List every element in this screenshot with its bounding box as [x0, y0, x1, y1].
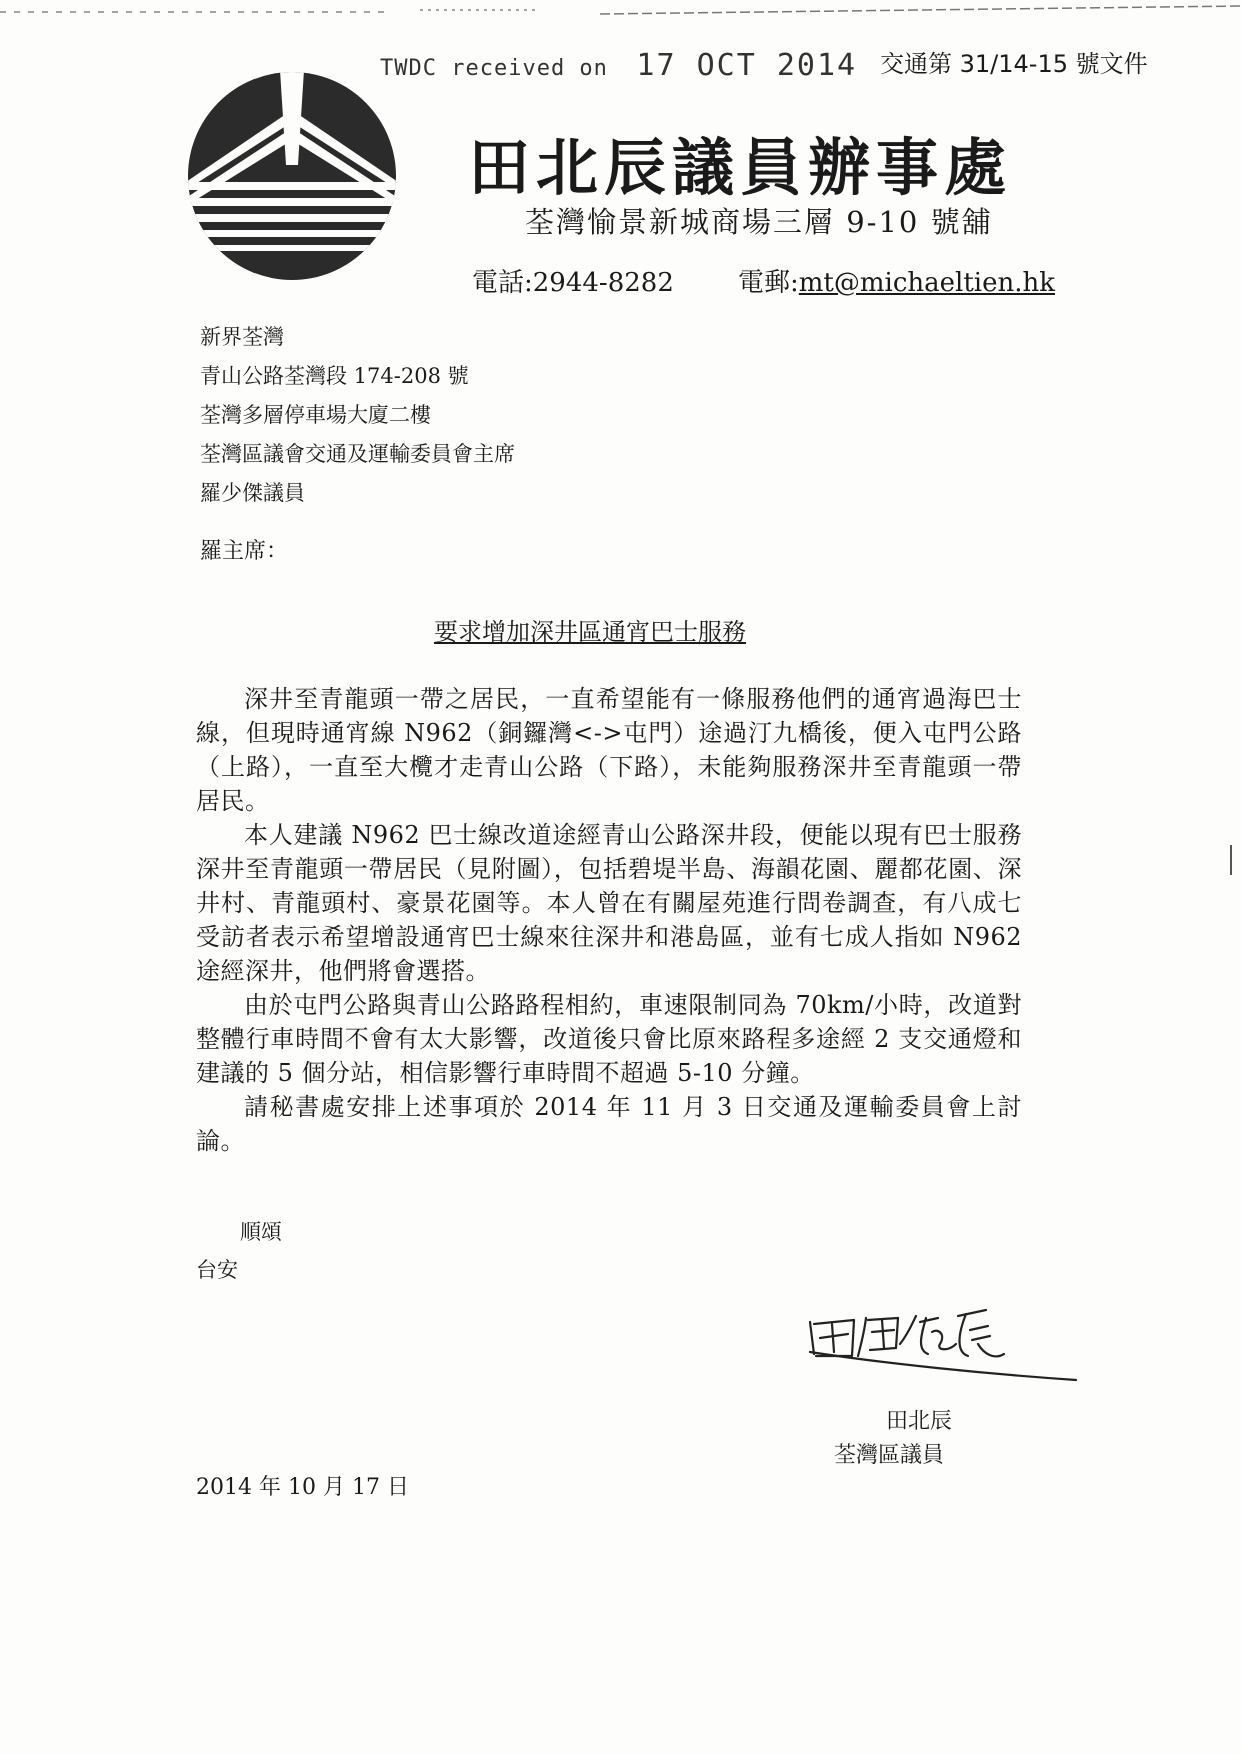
office-phone: 電話:2944-8282	[472, 268, 674, 298]
salutation: 羅主席：	[200, 539, 289, 564]
office-email	[738, 262, 1055, 299]
email-link[interactable]: mt@michaeltien.hk	[798, 268, 1056, 298]
received-stamp	[380, 48, 857, 83]
recipient-line: 荃灣多層停車場大廈二樓	[200, 403, 431, 427]
office-logo-icon	[186, 70, 398, 282]
recipient-block	[200, 318, 515, 513]
handwritten-signature	[808, 1304, 1078, 1384]
body-paragraph: 本人建議 N962 巴士線改道途經青山公路深井段，便能以現有巴士服務深井至青龍頭一帶居民（見附圖），包括碧堤半島、海韻花園、麗都花園、深井村、青龍頭村、豪景花園等。本人曾在有關屋苑進行問卷調查，有八成七受訪者表示希望增設通宵巴士線來往深井和港島區，並有七成人指如 N962 途經深井，他們將會選搭。	[196, 821, 1022, 985]
letter-date: 2014 年 10 月 17 日	[196, 1475, 409, 1500]
letter-subject: 要求增加深井區通宵巴士服務	[434, 618, 746, 646]
body-paragraph: 深井至青龍頭一帶之居民，一直希望能有一條服務他們的通宵過海巴士線，但現時通宵線 N962（銅鑼灣<->屯門）途過汀九橋後，便入屯門公路（上路），一直至大欖才走青山公路（下路），未能夠服務深井至青龍頭一帶居民。	[196, 685, 1022, 815]
signer-name: 田北辰	[886, 1409, 953, 1434]
letter-body	[196, 682, 1022, 1158]
closing-line-1: 順頌	[240, 1220, 282, 1244]
recipient-line: 荃灣區議會交通及運輸委員會主席	[200, 442, 515, 466]
email-label: 電郵:	[738, 268, 799, 298]
closing-line-2: 台安	[196, 1258, 238, 1282]
recipient-line: 羅少傑議員	[200, 481, 305, 505]
office-address: 荃灣愉景新城商場三層 9-10 號舖	[525, 205, 993, 239]
recipient-line: 青山公路荃灣段 174-208 號	[200, 364, 469, 388]
stamp-date: 17 OCT 2014	[636, 48, 858, 83]
scan-margin-mark	[1230, 845, 1232, 875]
body-paragraph: 由於屯門公路與青山公路路程相約，車速限制同為 70km/小時，改道對整體行車時間不會有太大影響，改道後只會比原來路程多途經 2 支交通燈和建議的 5 個分站，相信影響行車時間不超過 5-10 分鐘。	[196, 991, 1022, 1087]
signer-title: 荃灣區議員	[834, 1443, 945, 1468]
office-title: 田北辰議員辦事處	[468, 131, 1013, 204]
recipient-line: 新界荃灣	[200, 325, 284, 349]
body-paragraph: 請秘書處安排上述事項於 2014 年 11 月 3 日交通及運輸委員會上討論。	[196, 1093, 1022, 1155]
document-reference: 交通第 31/14-15 號文件	[880, 50, 1148, 78]
stamp-prefix: TWDC received on	[380, 56, 608, 81]
scan-edge-marks	[0, 0, 1241, 30]
